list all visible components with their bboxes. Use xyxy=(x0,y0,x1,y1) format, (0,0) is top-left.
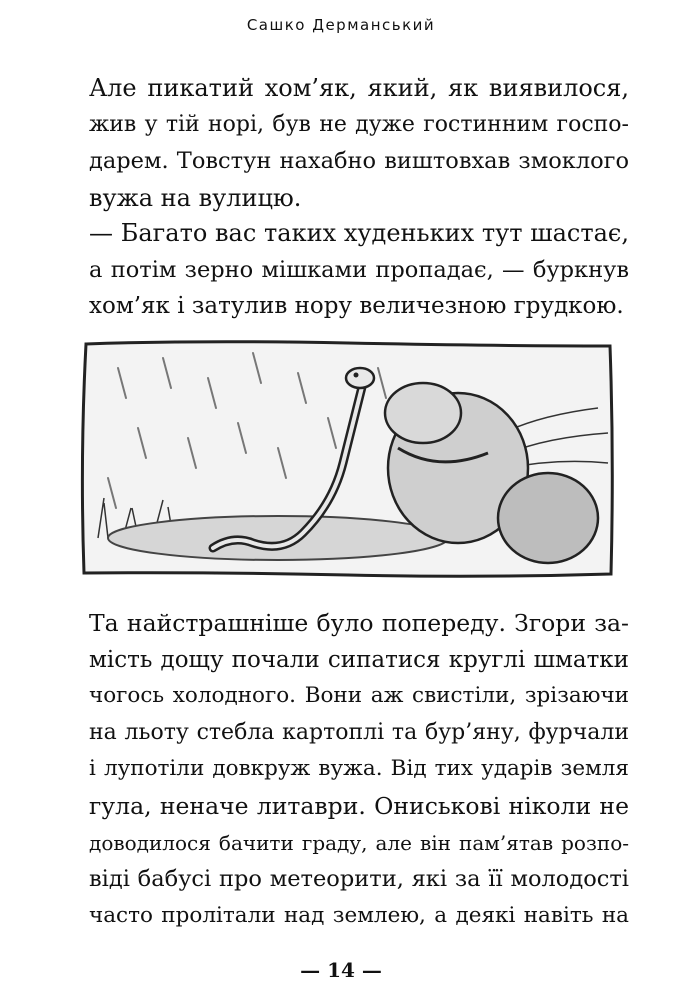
paragraph-1 xyxy=(89,70,629,216)
text-line: доводилося бачити граду, але він пам’ятав розпо- xyxy=(89,830,629,855)
text-line: дарем. Товстун нахабно виштовхав змоклого xyxy=(89,148,629,175)
text-line: чогось холодного. Вони аж свистіли, зрізаючи xyxy=(89,683,629,709)
hamster-head xyxy=(385,383,461,443)
text-line: хом’як і затулив нору величезною грудкою. xyxy=(89,293,624,320)
boulder xyxy=(498,473,598,563)
text-line: віді бабусі про метеорити, які за її молодості xyxy=(89,866,629,893)
snake-head xyxy=(346,368,374,388)
text-line: жив у тій норі, був не дуже гостинним госпо- xyxy=(89,111,629,137)
text-line: вужа на вулицю. xyxy=(89,183,302,212)
text-line: гула, неначе литаври. Ониськові ніколи не xyxy=(89,791,629,820)
text-line: часто пролітали над землею, а деякі навіть на xyxy=(89,902,629,928)
text-line: на льоту стебла картоплі та бур’яну, фурчали xyxy=(89,719,629,745)
text-line: і лупотіли довкруж вужа. Від тих ударів земля xyxy=(89,756,629,782)
puddle xyxy=(108,516,448,560)
text-line: мість дощу почали сипатися круглі шматки xyxy=(89,646,629,673)
text-line: — Багато вас таких худеньких тут шастає, xyxy=(89,219,629,247)
text-line: Але пикатий хом’як, який, як виявилося, xyxy=(89,74,629,102)
page-number: — 14 — xyxy=(300,958,382,982)
paragraph-3 xyxy=(89,605,629,934)
illustration-snake-and-hamster-in-rain xyxy=(78,338,618,580)
text-line: Та найстрашніше було попереду. Згори за- xyxy=(89,609,629,637)
text-line: а потім зерно мішками пропадає, — буркнув xyxy=(89,256,629,283)
paragraph-2 xyxy=(89,215,629,325)
running-head-author: Сашко Дерманський xyxy=(246,16,436,34)
